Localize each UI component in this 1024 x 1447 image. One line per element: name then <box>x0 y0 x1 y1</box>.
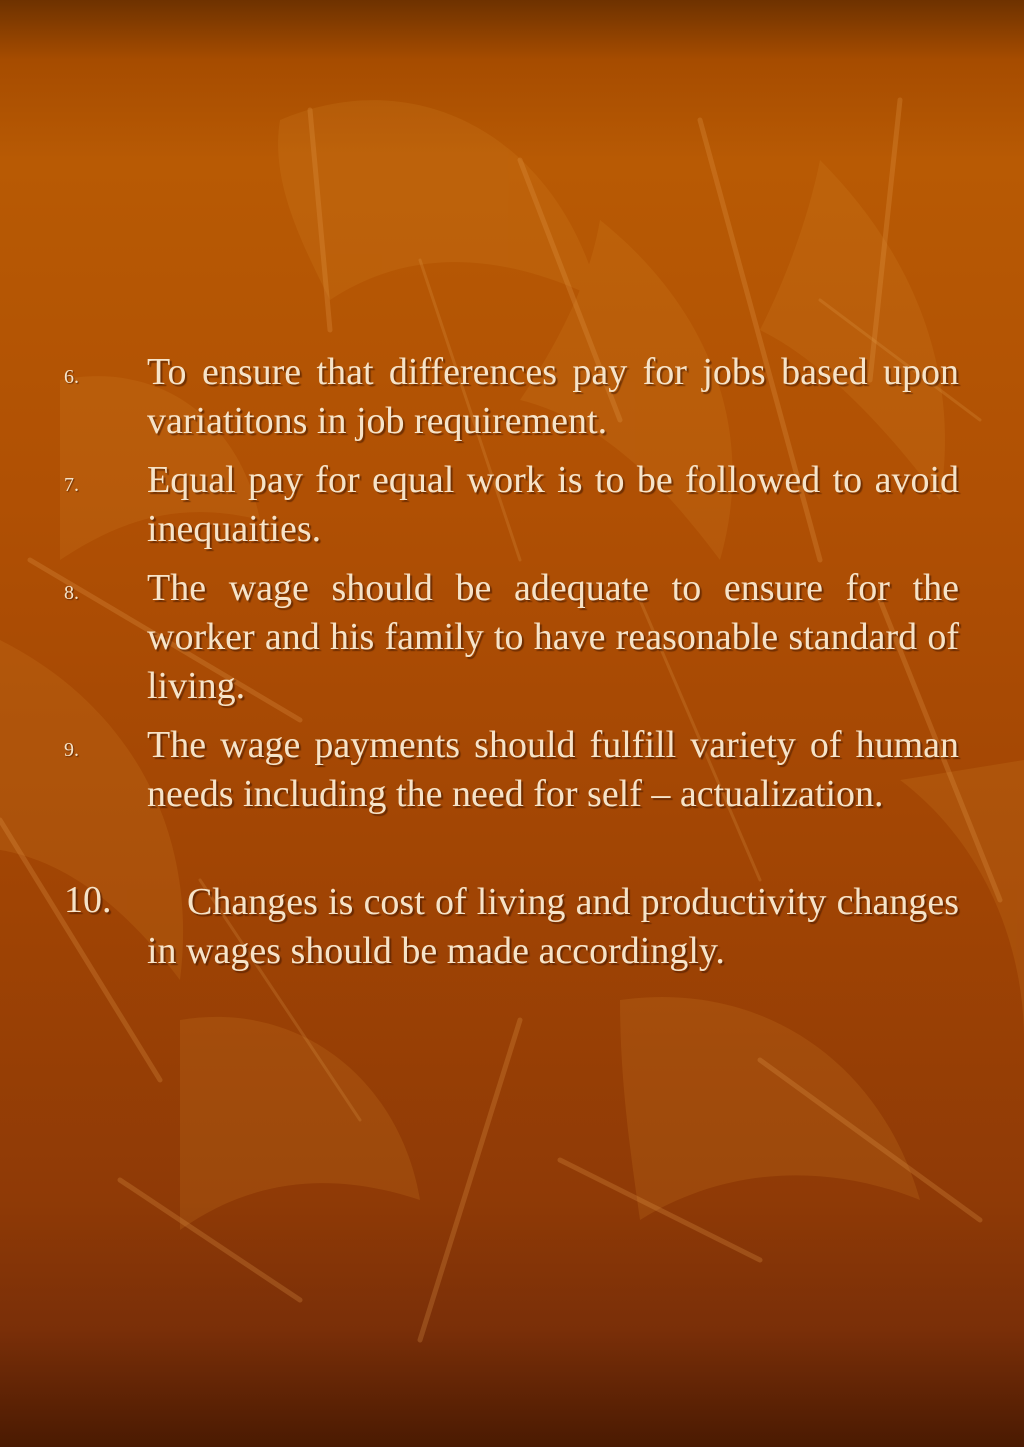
item-text: Equal pay for equal work is to be followed to avoid inequaities. <box>147 459 959 550</box>
item-text: Changes is cost of living and productivity changes in wages should be made accordingly. <box>147 881 959 972</box>
item-text: The wage should be adequate to ensure for the worker and his family to have reasonable standard of living. <box>147 567 959 707</box>
item-text: The wage payments should fulfill variety of human needs including the need for self – actualization. <box>147 724 959 815</box>
item-number: 6. <box>64 366 79 388</box>
item-text: To ensure that differences pay for jobs based upon variatitons in job requirement. <box>147 351 959 442</box>
item-number: 7. <box>64 474 79 496</box>
item-number: 8. <box>64 582 79 604</box>
item-number: 10. <box>64 879 112 921</box>
item-number: 9. <box>64 739 79 761</box>
